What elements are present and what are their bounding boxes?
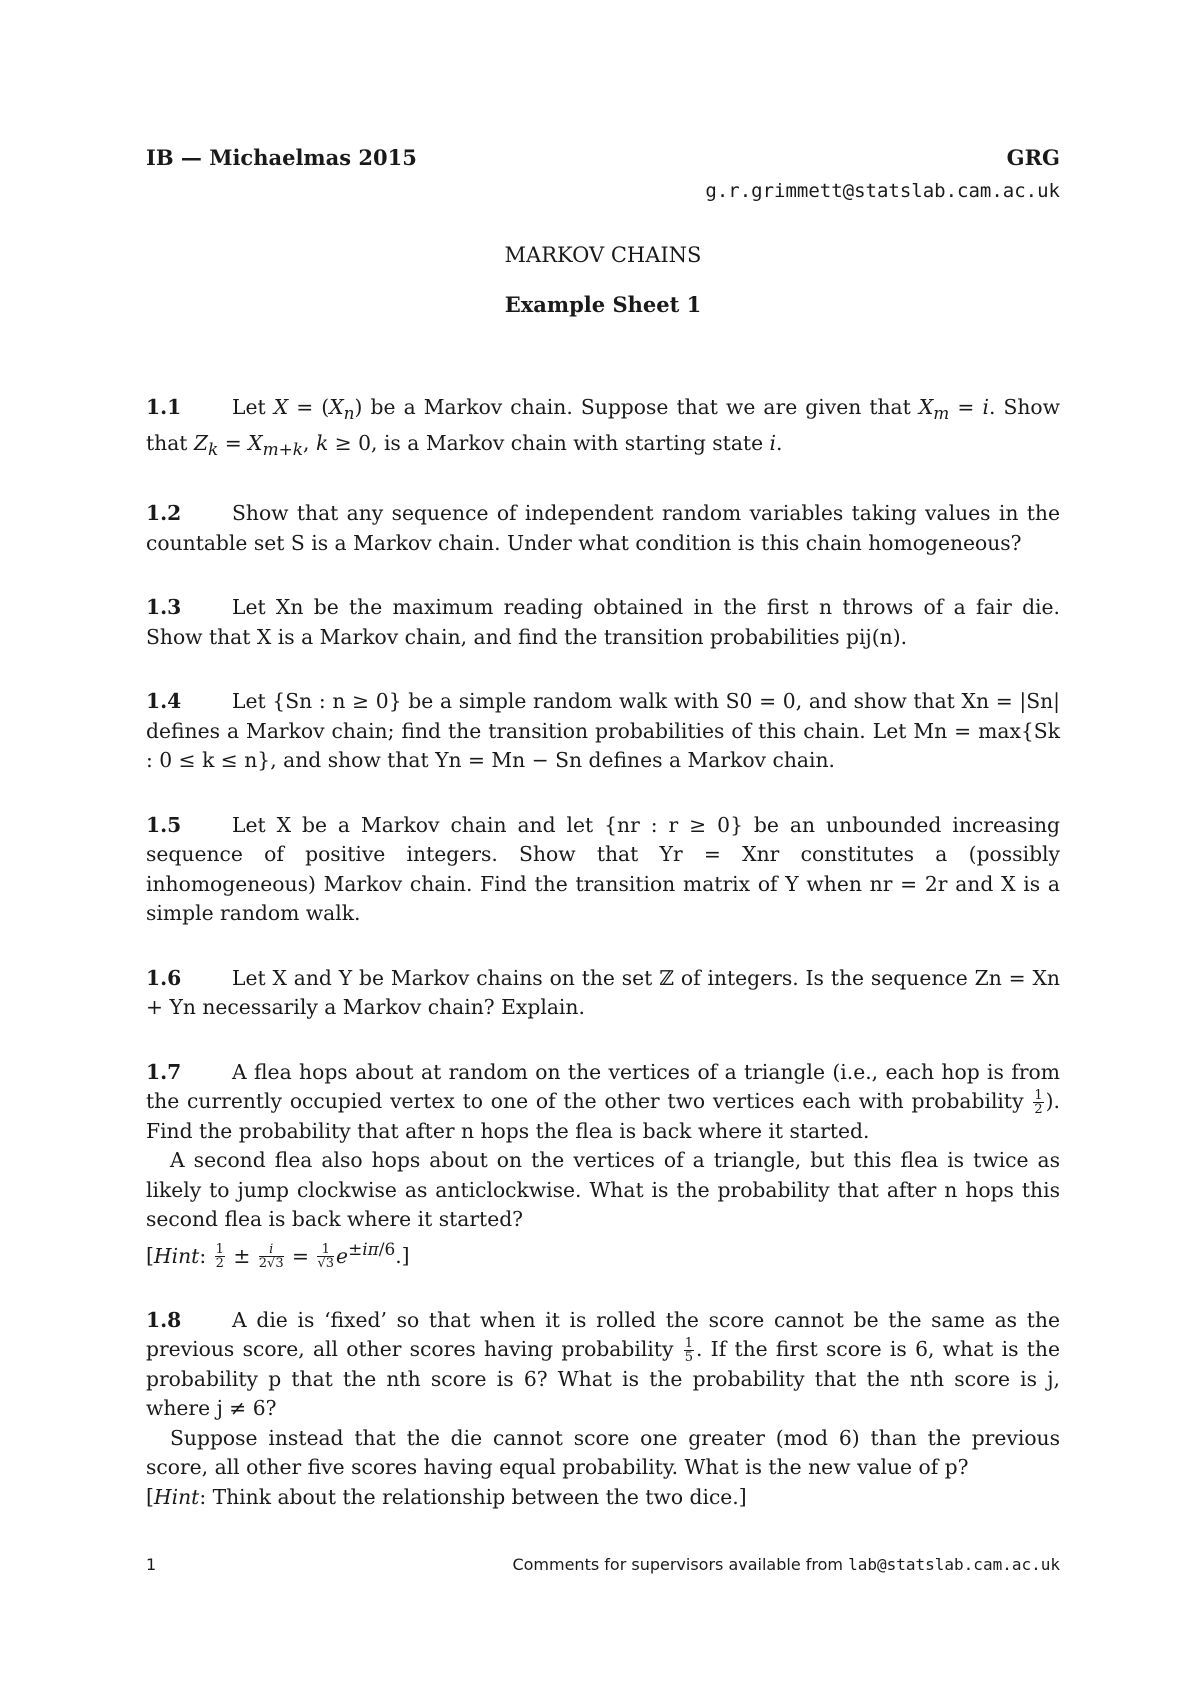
fraction-one-fifth: $\frac{1}{5}$ bbox=[684, 1336, 693, 1366]
problem-text: Let bbox=[232, 395, 274, 419]
problem-1-6 bbox=[146, 964, 1060, 1023]
sheet-title: MARKOV CHAINS bbox=[504, 243, 702, 267]
footer-comment bbox=[512, 1555, 1060, 1574]
fraction-one-half: $\frac{1}{2}$ bbox=[1034, 1088, 1043, 1118]
problem-text: Let {Sn : n ≥ 0} be a simple random walk with S0 = 0, and show that Xn = |Sn| defines a Markov chain; find the transition probabilities of this chain. Let Mn = max{Sk : 0 ≤ k ≤ n}, and show that Yn = Mn − Sn defines a Markov chain. bbox=[146, 689, 1060, 773]
problem-number: 1.1 bbox=[146, 395, 182, 419]
problem-text: . If the first score is 6, what is the probability p that the nth score is 6? What is the probability that the nth score is j, where j ≠ 6? bbox=[146, 1337, 1060, 1421]
sheet-subtitle: Example Sheet 1 bbox=[504, 292, 702, 317]
hint-text: : Think about the relationship between the two dice.] bbox=[199, 1484, 747, 1509]
course-label: IB — Michaelmas 2015 bbox=[146, 145, 417, 170]
author-email[interactable]: g.r.grimmett@statslab.cam.ac.uk bbox=[705, 180, 1060, 202]
problem-1-7 bbox=[146, 1058, 1060, 1271]
problem-text: A die is ‘fixed’ so that when it is rolled the score cannot be the same as the previous score, all other scores having probability bbox=[146, 1307, 1060, 1362]
footer-email[interactable]: lab@statslab.cam.ac.uk bbox=[848, 1555, 1060, 1574]
hint-label: Hint bbox=[153, 1243, 200, 1268]
problem-number: 1.4 bbox=[146, 689, 182, 714]
hint-label: Hint bbox=[153, 1484, 200, 1509]
author-initials: GRG bbox=[1006, 145, 1060, 170]
problem-text: , is a Markov chain with starting state bbox=[371, 430, 770, 455]
problem-1-4 bbox=[146, 687, 1060, 776]
page-number: 1 bbox=[146, 1555, 157, 1574]
problem-1-1: 1.1 Let $X = (X_n)$ be a Markov chain. Suppose that we are given that $X_m = i$. Show that $Z_k = X_{m+k}$, k ≥ 0, is a Markov chain with starting state i. bbox=[146, 395, 1060, 459]
header-row bbox=[146, 145, 1060, 170]
fraction-i-over-2-root-3: $\frac{i}{2√3}$ bbox=[258, 1242, 284, 1272]
problem-text: Let X be a Markov chain and let {nr : r ≥ 0} be an unbounded increasing sequence of positive integers. Show that Yr = Xnr constitutes a (possibly inhomogeneous) Markov chain. Find the transition matrix of Y when nr = 2r and X is a simple random walk. bbox=[146, 812, 1060, 926]
problem-text: Let Xn be the maximum reading obtained in the first n throws of a fair die. Show that X is a Markov chain, and find the transition probabilities pij(n). bbox=[146, 595, 1060, 649]
problem-1-3 bbox=[146, 593, 1060, 652]
problem-paragraph: Suppose instead that the die cannot score one greater (mod 6) than the previous score, all other five scores having equal probability. What is the new value of p? bbox=[146, 1425, 1060, 1480]
hint-line: [Hint: $\frac{1}{2}$ ± $\frac{i}{2√3}$ = $\frac{1}{√3}$ $e^{\pm i\pi/6}$.] bbox=[146, 1238, 410, 1272]
fraction-one-half: $\frac{1}{2}$ bbox=[215, 1242, 224, 1272]
problem-text: ). Find the probability that after n hops the flea is back where it started. bbox=[146, 1089, 1060, 1143]
problem-paragraph: A second flea also hops about on the vertices of a triangle, but this flea is twice as likely to jump clockwise as anticlockwise. What is the probability that after n hops this second flea is back where it started? bbox=[146, 1148, 1060, 1232]
footer-comment-text: Comments for supervisors available from bbox=[512, 1555, 849, 1574]
problem-list bbox=[146, 393, 1060, 1547]
fraction-one-over-root-3: $\frac{1}{√3}$ bbox=[317, 1242, 335, 1272]
problem-1-5 bbox=[146, 811, 1060, 929]
problem-number: 1.5 bbox=[146, 812, 182, 837]
problem-number: 1.6 bbox=[146, 965, 182, 990]
page-footer bbox=[146, 1555, 1060, 1574]
problem-number: 1.2 bbox=[146, 501, 182, 526]
problem-text: Let X and Y be Markov chains on the set ℤ of integers. Is the sequence Zn = Xn + Yn necessarily a Markov chain? Explain. bbox=[146, 965, 1060, 1020]
problem-text: A flea hops about at random on the vertices of a triangle (i.e., each hop is from the currently occupied vertex to one of the other two vertices each with probability bbox=[146, 1059, 1060, 1114]
problem-1-8 bbox=[146, 1306, 1060, 1513]
problem-number: 1.3 bbox=[146, 595, 182, 620]
problem-number: 1.8 bbox=[146, 1307, 182, 1332]
problem-text: Show that any sequence of independent random variables taking values in the countable set S is a Markov chain. Under what condition is this chain homogeneous? bbox=[146, 501, 1060, 555]
problem-text: be a Markov chain. Suppose that we are given that bbox=[362, 395, 919, 419]
problem-number: 1.7 bbox=[146, 1059, 182, 1084]
problem-1-2 bbox=[146, 499, 1060, 558]
problem-text: . Show that bbox=[146, 395, 1060, 455]
hint-line: [Hint: Think about the relationship between the two dice.] bbox=[146, 1484, 747, 1509]
